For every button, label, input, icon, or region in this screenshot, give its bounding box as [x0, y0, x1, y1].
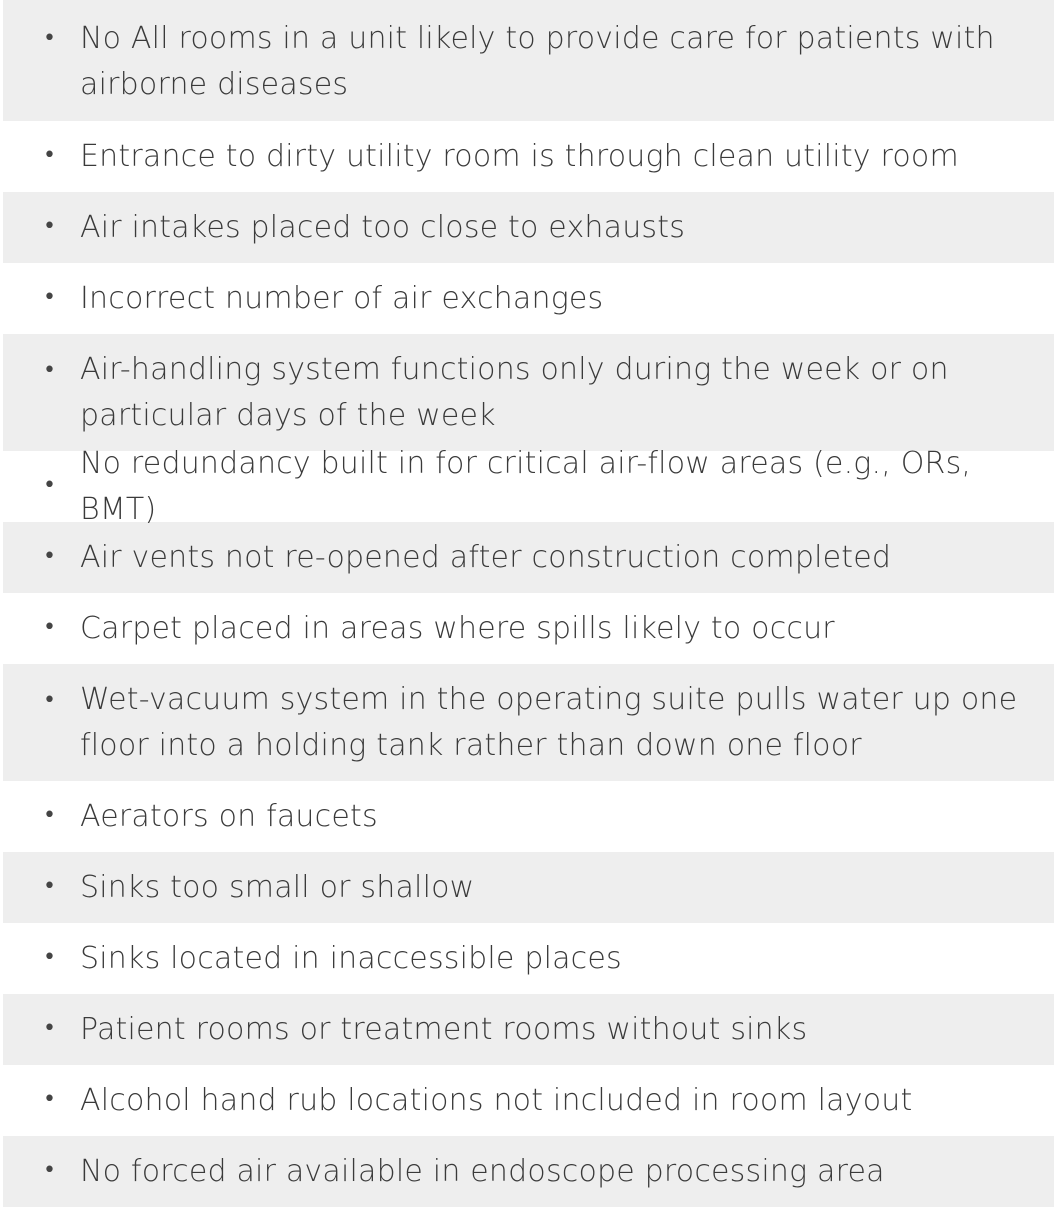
bullet-icon: • — [43, 214, 56, 239]
bullet-icon: • — [43, 615, 56, 640]
list-item — [3, 334, 1054, 451]
list-item-text: Alcohol hand rub locations not included in room layout — [80, 1082, 913, 1118]
list-item-text: Entrance to dirty utility room is through clean utility room — [80, 138, 959, 174]
list-item-text: Sinks too small or shallow — [80, 869, 475, 905]
list-item-text: No All rooms in a unit likely to provide care for patients with airborne diseases — [80, 20, 995, 102]
list-item — [3, 1136, 1054, 1207]
list-item-text: Air-handling system functions only during the week or on particular days of the week — [80, 351, 949, 433]
bullet-icon: • — [43, 544, 56, 569]
bullet-icon: • — [43, 1158, 56, 1183]
list-item — [3, 263, 1054, 334]
list-item — [3, 121, 1054, 192]
bullet-icon: • — [43, 473, 56, 498]
list-item-text: Carpet placed in areas where spills likely to occur — [80, 610, 835, 646]
bullet-icon: • — [43, 874, 56, 899]
bullet-icon: • — [43, 688, 56, 713]
list-item — [3, 1065, 1054, 1136]
list-item — [3, 593, 1054, 664]
bullet-icon: • — [43, 1016, 56, 1041]
bullet-icon: • — [43, 945, 56, 970]
list-item-text: Wet-vacuum system in the operating suite pulls water up one floor into a holding tank rather than down one floor — [80, 681, 1018, 763]
list-item — [3, 664, 1054, 781]
list-item-text: No forced air available in endoscope processing area — [80, 1153, 885, 1189]
list-item — [3, 852, 1054, 923]
design-issues-list — [3, 0, 1054, 1207]
list-item-text: Incorrect number of air exchanges — [80, 280, 604, 316]
list-item-text: Patient rooms or treatment rooms without sinks — [80, 1011, 808, 1047]
bullet-icon: • — [43, 358, 56, 383]
list-item-text: No redundancy built in for critical air-flow areas (e.g., ORs, BMT) — [80, 445, 972, 527]
bullet-icon: • — [43, 143, 56, 168]
bullet-icon: • — [43, 1087, 56, 1112]
bullet-icon: • — [43, 285, 56, 310]
list-item — [3, 923, 1054, 994]
list-item — [3, 192, 1054, 263]
list-item — [3, 522, 1054, 593]
list-item-text: Aerators on faucets — [80, 798, 378, 834]
list-item-text: Air vents not re-opened after construction completed — [80, 539, 892, 575]
list-item — [3, 445, 1054, 527]
list-item — [3, 0, 1054, 121]
list-item-text: Sinks located in inaccessible places — [80, 940, 622, 976]
list-item — [3, 781, 1054, 852]
bullet-icon: • — [43, 26, 56, 51]
bullet-icon: • — [43, 803, 56, 828]
list-item-text: Air intakes placed too close to exhausts — [80, 209, 686, 245]
list-item — [3, 994, 1054, 1065]
